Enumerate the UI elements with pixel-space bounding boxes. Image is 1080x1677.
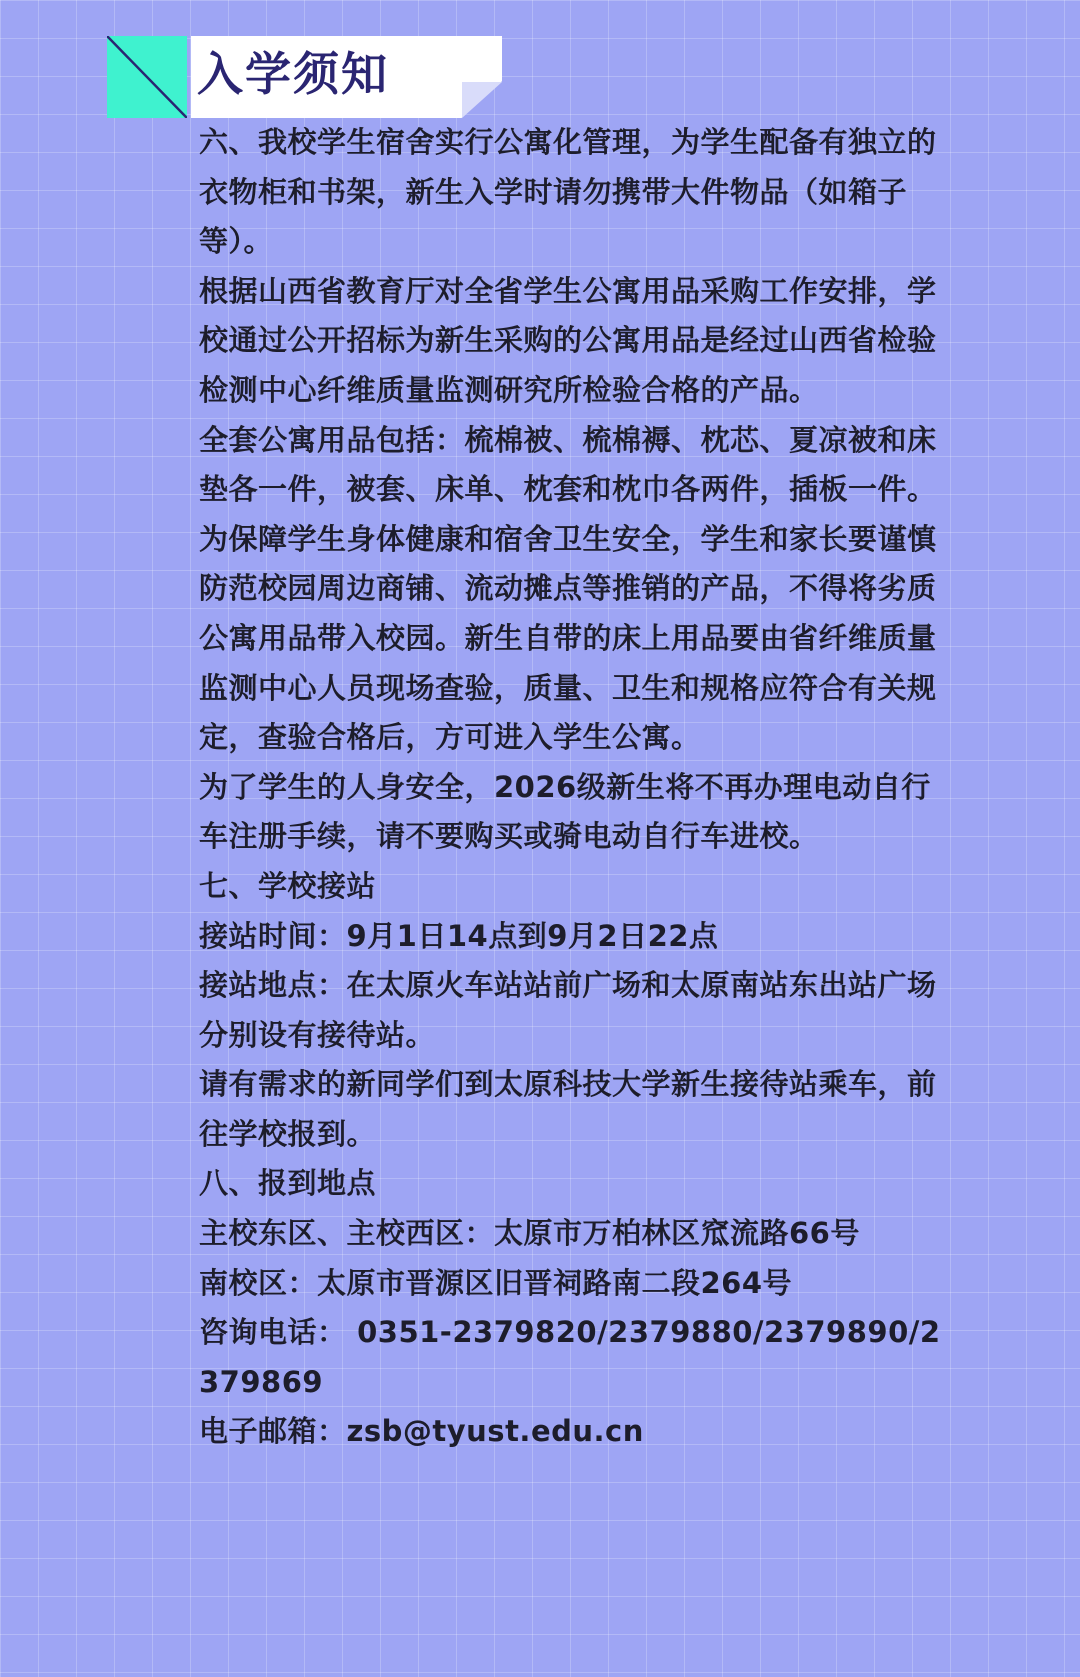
title-corner-fold <box>462 82 502 118</box>
paragraph-dormitory: 六、我校学生宿舍实行公寓化管理，为学生配备有独立的衣物柜和书架，新生入学时请勿携带大件物品（如箱子等）。 <box>199 125 937 259</box>
paragraph-pickup-time: 接站时间：9月1日14点到9月2日22点 <box>199 918 719 953</box>
notice-content <box>199 118 959 1457</box>
paragraph-email: 电子邮箱：zsb@tyust.edu.cn <box>199 1414 644 1449</box>
page-title: 入学须知 <box>197 47 389 101</box>
section-heading-pickup: 七、学校接站 <box>199 868 377 903</box>
paragraph-e-bike: 为了学生的人身安全，2026级新生将不再办理电动自行车注册手续，请不要购买或骑电动自行车进校。 <box>199 769 931 854</box>
paragraph-south-campus-address: 南校区：太原市晋源区旧晋祠路南二段264号 <box>199 1265 793 1300</box>
paragraph-main-campus-address: 主校东区、主校西区：太原市万柏林区窊流路66号 <box>199 1216 860 1251</box>
paragraph-procurement: 根据山西省教育厅对全省学生公寓用品采购工作安排，学校通过公开招标为新生采购的公寓用品是经过山西省检验检测中心纤维质量监测研究所检验合格的产品。 <box>199 273 937 407</box>
paragraph-health-safety: 为保障学生身体健康和宿舍卫生安全，学生和家长要谨慎防范校园周边商铺、流动摊点等推销的产品，不得将劣质公寓用品带入校园。新生自带的床上用品要由省纤维质量监测中心人员现场查验，质量、卫生和规格应符合有关规定，查验合格后，方可进入学生公寓。 <box>199 521 937 755</box>
title-banner <box>107 36 502 118</box>
paragraph-pickup-location: 接站地点：在太原火车站站前广场和太原南站东出站广场分别设有接待站。 <box>199 968 937 1052</box>
paragraph-pickup-instruction: 请有需求的新同学们到太原科技大学新生接待站乘车，前往学校报到。 <box>199 1067 937 1151</box>
section-heading-registration: 八、报到地点 <box>199 1166 377 1201</box>
paragraph-bedding-set: 全套公寓用品包括：梳棉被、梳棉褥、枕芯、夏凉被和床垫各一件，被套、床单、枕套和枕巾各两件，插板一件。 <box>199 422 937 507</box>
diagonal-slash-icon <box>107 36 187 118</box>
paragraph-phone: 咨询电话： 0351-2379820/2379880/2379890/2379869 <box>199 1315 941 1399</box>
